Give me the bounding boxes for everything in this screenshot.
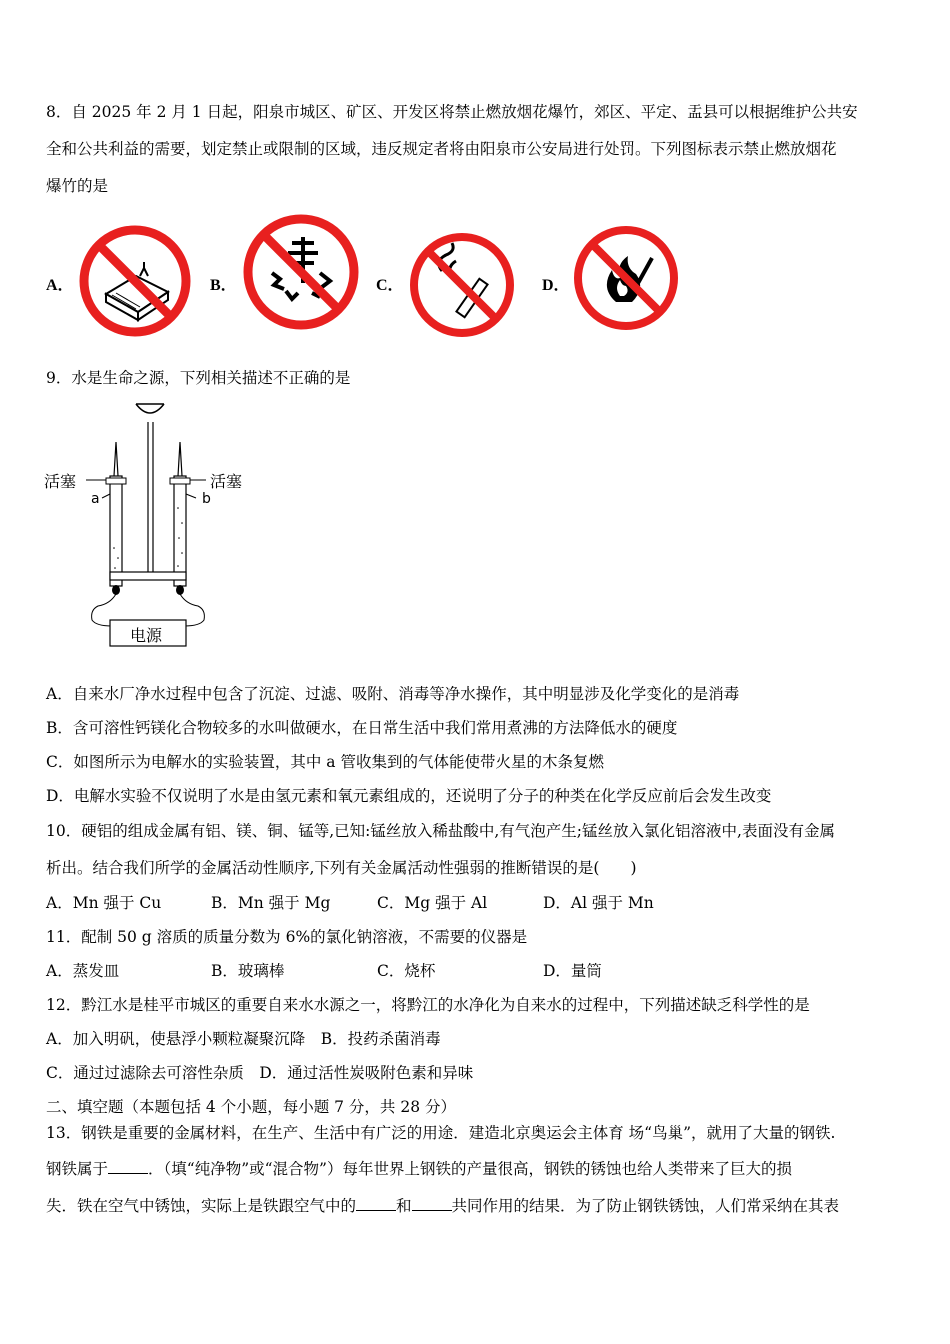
electrolysis-apparatus-diagram <box>44 398 254 650</box>
q13-line2 <box>46 1158 792 1180</box>
tube-a-label: a <box>91 491 100 507</box>
q10-option-a: A．Mn 强于 Cu <box>46 894 162 912</box>
q13-line2-part2: ．（填“纯净物”或“混合物”）每年世界上钢铁的产量很高，钢铁的锈蚀也给人类带来了巨大的损 <box>148 1160 792 1178</box>
q12-stem: 12．黔江水是桂平市城区的重要自来水水源之一，将黔江的水净化为自来水的过程中，下列描述缺乏科学性的是 <box>46 996 810 1014</box>
q9-option-a: A．自来水厂净水过程中包含了沉淀、过滤、吸附、消毒等净水操作，其中明显涉及化学变化的是消毒 <box>46 685 740 703</box>
tube-b-label: b <box>202 491 211 507</box>
q11-stem: 11．配制 50 g 溶质的质量分数为 6%的氯化钠溶液，不需要的仪器是 <box>46 928 528 946</box>
q8-stem-line1: 8．自 2025 年 2 月 1 日起，阳泉市城区、矿区、开发区将禁止燃放烟花爆竹，郊区、平定、盂县可以根据维护公共安 <box>46 103 858 121</box>
q9-stem: 9．水是生命之源，下列相关描述不正确的是 <box>46 369 351 387</box>
q11-option-d: D．量筒 <box>543 962 602 980</box>
no-firecrackers-sign-icon <box>242 213 360 331</box>
q13-line3-part2: 和 <box>396 1197 412 1215</box>
q13-line3-part3: 共同作用的结果．为了防止钢铁锈蚀，人们常采纳在其表 <box>451 1197 840 1215</box>
q13-line1: 13．钢铁是重要的金属材料，在生产、生活中有广泛的用途．建造北京奥运会主体育 场“鸟巢”，就用了大量的钢铁. <box>46 1124 836 1142</box>
answer-blank[interactable] <box>356 1196 396 1211</box>
q10-option-b: B．Mn 强于 Mg <box>211 894 331 912</box>
q10-option-c: C．Mg 强于 Al <box>377 894 488 912</box>
q10-stem-line2: 析出。结合我们所学的金属活动性顺序,下列有关金属活动性强弱的推断错误的是( ) <box>46 859 637 877</box>
q8-option-d-label: D． <box>542 277 570 294</box>
left-stopcock-label: 活塞 <box>44 472 77 491</box>
q8-option-c-label: C． <box>376 277 404 294</box>
no-smoking-sign-icon <box>408 231 516 339</box>
q8-option-a-label: A． <box>46 277 74 294</box>
q12-options-row2: C．通过过滤除去可溶性杂质 D．通过活性炭吸附色素和异味 <box>46 1064 474 1082</box>
q11-option-c: C．烧杯 <box>377 962 436 980</box>
q10-option-d: D．Al 强于 Mn <box>543 894 654 912</box>
no-open-flame-sign-icon <box>572 224 680 332</box>
power-supply-label: 电源 <box>130 626 163 645</box>
q8-option-b-label: B． <box>210 277 237 294</box>
electrolysis-apparatus-drawing <box>44 398 254 650</box>
q9-option-c: C．如图所示为电解水的实验装置，其中 a 管收集到的气体能使带火星的木条复燃 <box>46 753 604 771</box>
q11-option-b: B．玻璃棒 <box>211 962 285 980</box>
q8-stem-line3: 爆竹的是 <box>46 177 109 195</box>
q13-line3-part1: 失．铁在空气中锈蚀，实际上是铁跟空气中的 <box>46 1197 357 1215</box>
no-fireworks-box-sign-icon <box>78 224 192 338</box>
section-2-heading: 二、填空题（本题包括 4 个小题，每小题 7 分，共 28 分） <box>46 1098 457 1116</box>
q9-option-d: D．电解水实验不仅说明了水是由氢元素和氧元素组成的，还说明了分子的种类在化学反应前后会发生改变 <box>46 787 772 805</box>
q9-option-b: B．含可溶性钙镁化合物较多的水叫做硬水，在日常生活中我们常用煮沸的方法降低水的硬度 <box>46 719 678 737</box>
q12-options-row1: A．加入明矾，使悬浮小颗粒凝聚沉降 B．投药杀菌消毒 <box>46 1030 441 1048</box>
q13-line2-part1: 钢铁属于 <box>46 1160 109 1178</box>
right-stopcock-label: 活塞 <box>210 472 243 491</box>
answer-blank[interactable] <box>108 1159 148 1174</box>
q11-option-a: A．蒸发皿 <box>46 962 120 980</box>
q13-line3 <box>46 1195 839 1217</box>
q10-stem-line1: 10．硬铝的组成金属有铝、镁、铜、锰等,已知:锰丝放入稀盐酸中,有气泡产生;锰丝放入氯化铝溶液中,表面没有金属 <box>46 822 835 840</box>
answer-blank[interactable] <box>412 1196 452 1211</box>
q8-stem-line2: 全和公共利益的需要，划定禁止或限制的区域，违反规定者将由阳泉市公安局进行处罚。下列图标表示禁止燃放烟花 <box>46 140 837 158</box>
